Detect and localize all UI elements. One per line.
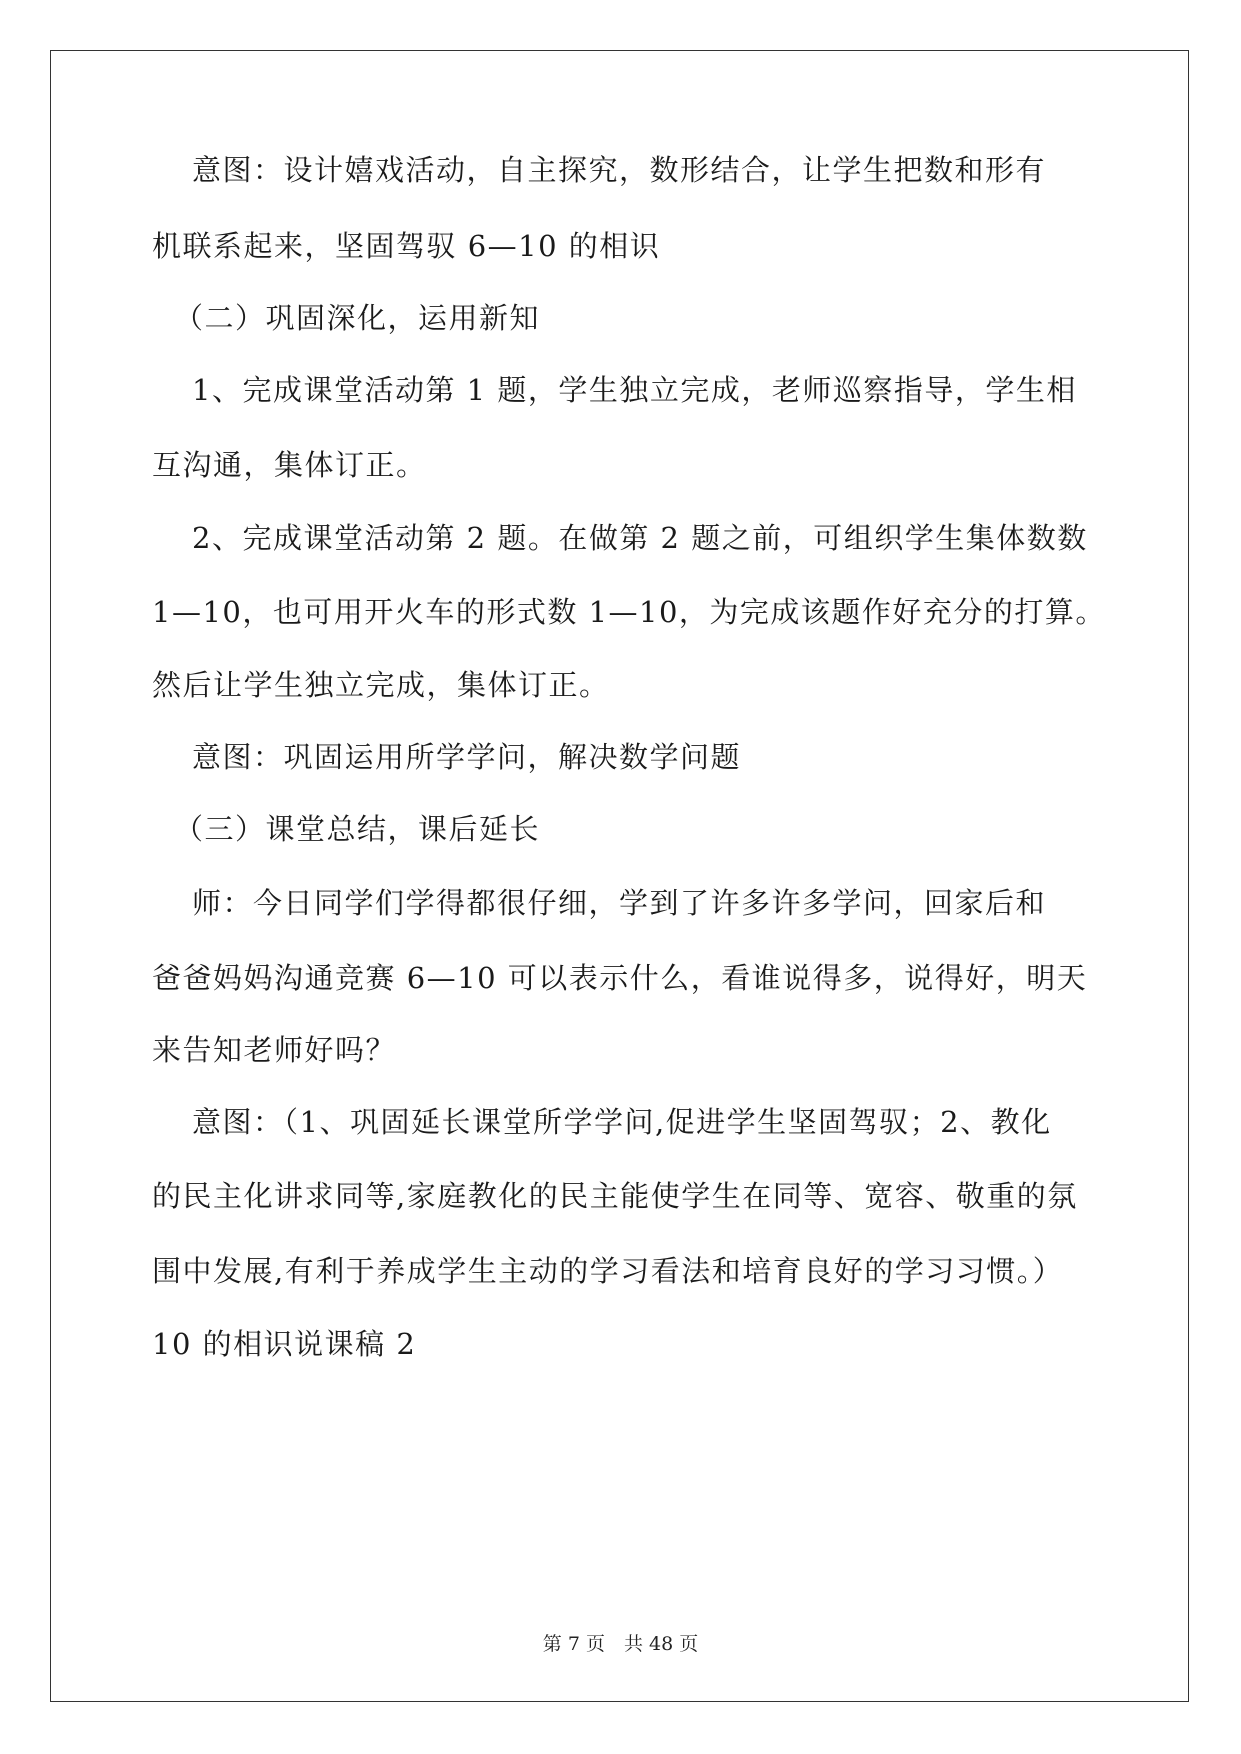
paragraph-line: 1、完成课堂活动第 1 题，学生独立完成，老师巡察指导，学生相 [192, 373, 1077, 407]
section-heading: （三）课堂总结，课后延长 [174, 812, 541, 846]
paragraph-line: 2、完成课堂活动第 2 题。在做第 2 题之前，可组织学生集体数数 [192, 521, 1088, 555]
paragraph-line: 意图：（1、巩固延长课堂所学学问,促进学生坚固驾驭；2、教化 [192, 1105, 1052, 1139]
paragraph-line: 爸爸妈妈沟通竞赛 6—10 可以表示什么，看谁说得多，说得好，明天 [152, 961, 1088, 995]
paragraph-line: 意图：巩固运用所学学问，解决数学问题 [192, 740, 742, 774]
paragraph-line: 来告知老师好吗？ [152, 1033, 397, 1067]
paragraph-line: 机联系起来，坚固驾驭 6—10 的相识 [152, 229, 661, 263]
paragraph-line: 互沟通，集体订正。 [152, 448, 427, 482]
paragraph-line: 师：今日同学们学得都很仔细，学到了许多许多学问，回家后和 [192, 886, 1047, 920]
paragraph-line: 的民主化讲求同等,家庭教化的民主能使学生在同等、宽容、敬重的氛 [152, 1179, 1078, 1213]
paragraph-line: 然后让学生独立完成，集体订正。 [152, 668, 610, 702]
subtitle-line: 10 的相识说课稿 2 [152, 1327, 417, 1361]
paragraph-line: 围中发展,有利于养成学生主动的学习看法和培育良好的学习习惯。） [152, 1254, 1064, 1288]
paragraph-line: 1—10，也可用开火车的形式数 1—10，为完成该题作好充分的打算。 [152, 595, 1106, 629]
section-heading: （二）巩固深化，运用新知 [174, 301, 541, 335]
paragraph-line: 意图：设计嬉戏活动，自主探究，数形结合，让学生把数和形有 [192, 153, 1047, 187]
page-footer: 第 7 页 共 48 页 [542, 1633, 699, 1655]
